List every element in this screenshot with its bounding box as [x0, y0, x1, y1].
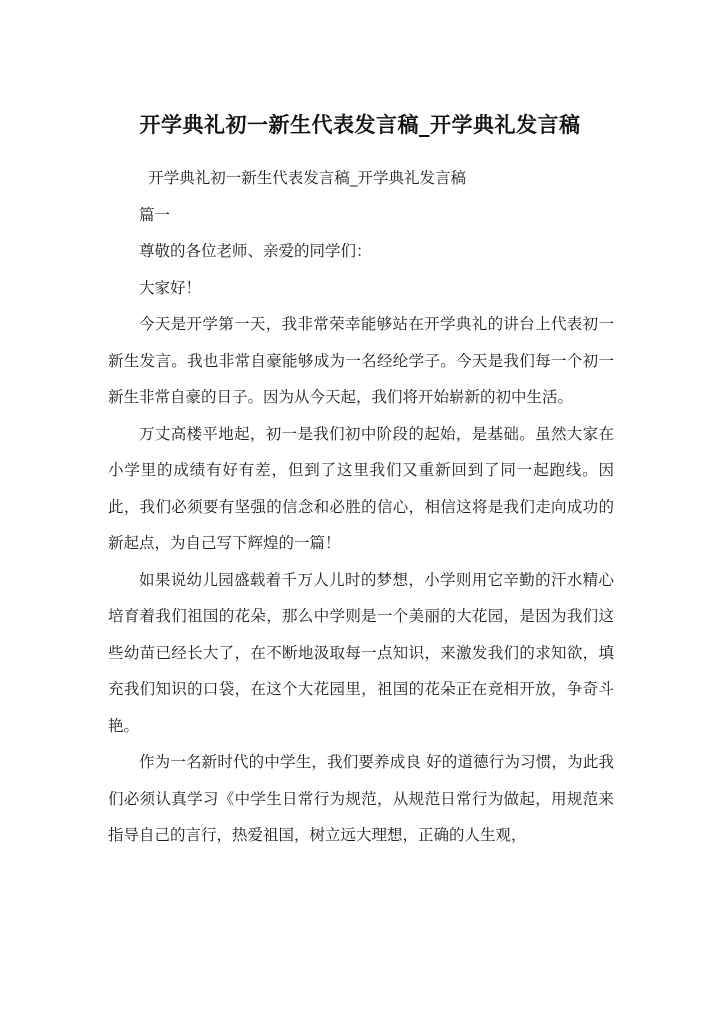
- greeting: 大家好！: [139, 278, 202, 297]
- body-paragraph: 今天是开学第一天，我非常荣幸能够站在开学典礼的讲台上代表初一新生发言。我也非常自豪能够成为一名经纶学子。今天是我们每一个初一新生非常自豪的日子。因为从今天起，我们将开始崭新的初中生活。: [108, 315, 614, 406]
- body-paragraph: 如果说幼儿园盛载着千万人儿时的梦想，小学则用它辛勤的汗水精心培育着我们祖国的花朵，那么中学则是一个美丽的大花园，是因为我们这些幼苗已经长大了，在不断地汲取每一点知识，来激发我们的求知欲，填充我们知识的口袋，在这个大花园里，祖国的花朵正在竞相开放，争奇斗艳。: [108, 570, 614, 735]
- document-body: [108, 160, 614, 854]
- section-heading: 篇一: [139, 205, 171, 224]
- body-paragraph: 作为一名新时代的中学生，我们要养成良 好的道德行为习惯，为此我们必须认真学习《中学生日常行为规范，从规范日常行为做起，用规范来指导自己的言行，热爱祖国，树立远大理想，正确的人生观，: [108, 753, 614, 844]
- document-title: 开学典礼初一新生代表发言稿_开学典礼发言稿: [139, 113, 581, 137]
- salutation: 尊敬的各位老师、亲爱的同学们：: [139, 242, 372, 260]
- document-subtitle: 开学典礼初一新生代表发言稿_开学典礼发言稿: [148, 169, 467, 187]
- body-paragraph: 万丈高楼平地起，初一是我们初中阶段的起始，是基础。虽然大家在小学里的成绩有好有差，但到了这里我们又重新回到了同一起跑线。因此，我们必须要有坚强的信念和必胜的信心，相信这将是我们走向成功的新起点，为自己写下辉煌的一篇！: [108, 424, 614, 552]
